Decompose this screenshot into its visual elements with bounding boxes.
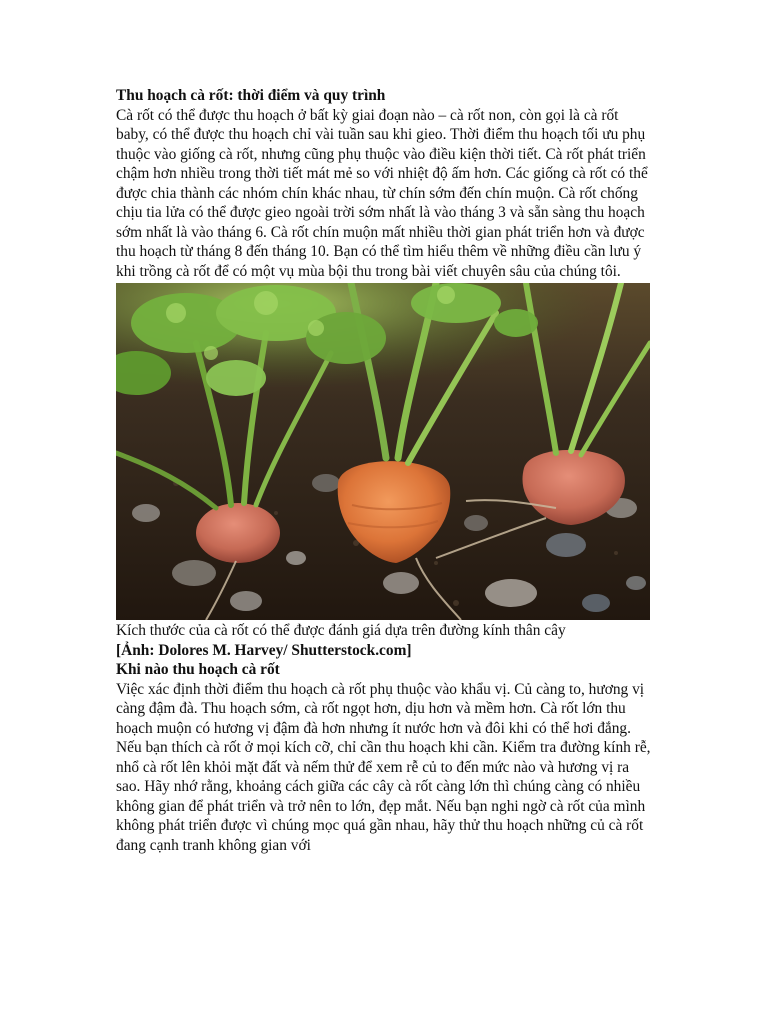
image-credit: [Ảnh: Dolores M. Harvey/ Shutterstock.com]: [116, 641, 412, 659]
section-heading: Khi nào thu hoạch cà rốt: [116, 661, 280, 678]
carrot-photo: [116, 283, 650, 620]
image-caption: Kích thước của cà rốt có thể được đánh giá dựa trên đường kính thân cây: [116, 622, 566, 639]
section-paragraph: Việc xác định thời điểm thu hoạch cà rốt phụ thuộc vào khẩu vị. Củ càng to, hương vị càng đậm đà. Thu hoạch sớm, cà rốt ngọt hơn, dịu hơn và mềm hơn. Cà rốt lớn thu hoạch muộn có hương vị đậm đà hơn nhưng ít nước hơn và đôi khi có thể hơi đắng. Nếu bạn thích cà rốt ở mọi kích cỡ, chỉ cần thu hoạch khi cần. Kiểm tra đường kính rễ, nhổ cà rốt lên khỏi mặt đất và nếm thử để xem rễ củ to đến mức nào và hương vị ra sao. Hãy nhớ rằng, khoảng cách giữa các cây cà rốt càng lớn thì chúng càng có nhiều không gian để phát triển và trở nên to lớn, đẹp mắt. Nếu bạn nghi ngờ cà rốt của mình không phát triển được vì chúng mọc quá gần nhau, hãy thử thu hoạch những củ cà rốt đang cạnh tranh không gian với: [116, 680, 651, 854]
document-page: [116, 86, 652, 855]
article-title: Thu hoạch cà rốt: thời điểm và quy trình: [116, 87, 386, 104]
intro-paragraph: Cà rốt có thể được thu hoạch ở bất kỳ giai đoạn nào – cà rốt non, còn gọi là cà rốt baby, có thể được thu hoạch chỉ vài tuần sau khi gieo. Thời điểm thu hoạch tối ưu phụ thuộc vào giống cà rốt, nhưng cũng phụ thuộc vào điều kiện thời tiết. Cà rốt phát triển chậm hơn nhiều trong thời tiết mát mẻ so với nhiệt độ ấm hơn. Các giống cà rốt có thể được chia thành các nhóm chín khác nhau, từ chín sớm đến chín muộn. Cà rốt chống chịu tia lửa có thể được gieo ngoài trời sớm nhất là vào tháng 3 và sẵn sàng thu hoạch sớm nhất là vào tháng 6. Cà rốt chín muộn mất nhiều thời gian phát triển hơn và được thu hoạch từ tháng 8 đến tháng 10. Bạn có thể tìm hiểu thêm về những điều cần lưu ý khi trồng cà rốt để có một vụ mùa bội thu trong bài viết chuyên sâu của chúng tôi.: [116, 106, 648, 280]
